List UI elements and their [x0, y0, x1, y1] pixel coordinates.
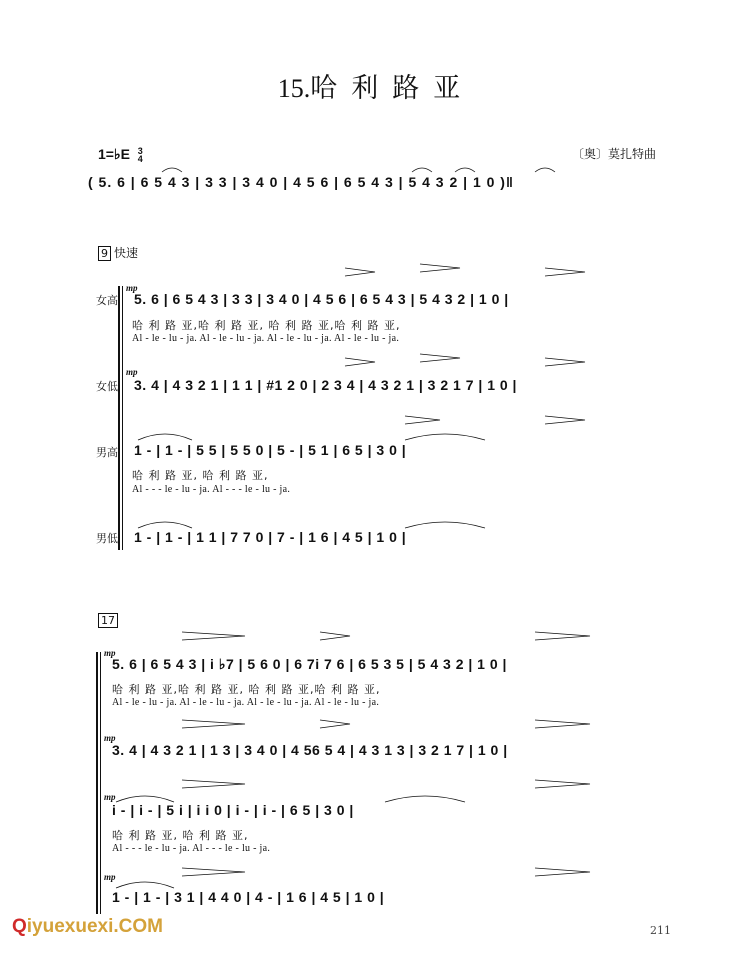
voice-label: 男低: [96, 532, 118, 545]
lyrics-chinese: 哈 利 路 亚,哈 利 路 亚, 哈 利 路 亚,哈 利 路 亚,: [132, 319, 401, 332]
slur-mark: [455, 168, 475, 172]
hairpin-mark: [405, 416, 440, 424]
watermark-rest: iyuexuexi.COM: [26, 916, 163, 937]
notes-line: i - | i - | 5 i | i i 0 | i - | i - | 6 5 | 3 0 |: [112, 802, 354, 818]
tie-mark: [385, 796, 465, 802]
title-text: 哈利路亚: [310, 73, 475, 104]
notes-line: 5. 6 | 6 5 4 3 | 3 3 | 3 4 0 | 4 5 6 | 6 5 4 3 | 5 4 3 2 | 1 0 |: [134, 291, 509, 307]
hairpin-mark: [345, 268, 375, 276]
hairpin-mark: [182, 780, 245, 788]
time-signature-top: 3: [137, 146, 143, 157]
hairpin-mark: [320, 632, 350, 640]
slur-mark: [412, 168, 432, 172]
tie-mark: [138, 522, 192, 528]
watermark-lead: Q: [12, 916, 27, 937]
hairpin-mark: [320, 720, 350, 728]
hairpin-mark: [545, 416, 585, 424]
voice-label: 女低: [96, 380, 118, 393]
hairpin-mark: [545, 268, 585, 276]
notes-line: 5. 6 | 6 5 4 3 | i ♭7 | 5 6 0 | 6 7i 7 6 | 6 5 3 5 | 5 4 3 2 | 1 0 |: [112, 656, 507, 672]
time-signature-bottom: 4: [137, 154, 143, 165]
lyrics-english: Al - le - lu - ja. Al - le - lu - ja. Al - le - lu - ja. Al - le - lu - ja.: [132, 333, 400, 344]
key-signature-text: 1=♭E: [98, 146, 130, 162]
dynamic-mark: mp: [126, 283, 138, 293]
lyrics-english: Al - - - le - lu - ja. Al - - - le - lu - ja.: [112, 843, 271, 854]
intro-line: ( 5. 6 | 6 5 4 3 | 3 3 | 3 4 0 | 4 5 6 | 6 5 4 3 | 5 4 3 2 | 1 0 )‖: [88, 174, 514, 190]
hairpin-mark: [420, 354, 460, 362]
hairpin-mark: [182, 720, 245, 728]
dynamic-mark: mp: [104, 872, 116, 882]
tie-mark: [405, 434, 485, 440]
rehearsal-number: 17: [98, 613, 118, 628]
notes-line: 1 - | 1 - | 3 1 | 4 4 0 | 4 - | 1 6 | 4 5 | 1 0 |: [112, 889, 385, 905]
tie-mark: [116, 796, 174, 802]
dynamic-mark: mp: [104, 792, 116, 802]
tie-mark: [116, 882, 174, 888]
voice-label: 女高: [96, 294, 118, 307]
lyrics-english: Al - le - lu - ja. Al - le - lu - ja. Al - le - lu - ja. Al - le - lu - ja.: [112, 697, 380, 708]
hairpin-mark: [535, 868, 590, 876]
tie-mark: [138, 434, 192, 440]
lyrics-chinese: 哈 利 路 亚, 哈 利 路 亚,: [132, 469, 269, 482]
hairpin-mark: [545, 358, 585, 366]
lyrics-english: Al - - - le - lu - ja. Al - - - le - lu - ja.: [132, 484, 291, 495]
hairpin-mark: [420, 264, 460, 272]
dynamic-mark: mp: [126, 367, 138, 377]
rehearsal-number: 9: [98, 246, 111, 261]
hairpin-mark: [182, 632, 245, 640]
hairpin-mark: [182, 868, 245, 876]
hairpin-mark: [535, 720, 590, 728]
voice-label: 男高: [96, 446, 118, 459]
dynamic-mark: mp: [104, 733, 116, 743]
hairpin-mark: [345, 358, 375, 366]
slur-mark: [535, 168, 555, 172]
title-number: 15.: [277, 74, 311, 103]
notes-line: 3. 4 | 4 3 2 1 | 1 3 | 3 4 0 | 4 56 5 4 | 4 3 1 3 | 3 2 1 7 | 1 0 |: [112, 742, 508, 758]
lyrics-chinese: 哈 利 路 亚, 哈 利 路 亚,: [112, 829, 249, 842]
watermark-logo: [12, 916, 163, 938]
notes-line: 3. 4 | 4 3 2 1 | 1 1 | #1 2 0 | 2 3 4 | 4 3 2 1 | 3 2 1 7 | 1 0 |: [134, 377, 517, 393]
composer: 〔奥〕莫扎特曲: [572, 147, 657, 161]
lyrics-chinese: 哈 利 路 亚,哈 利 路 亚, 哈 利 路 亚,哈 利 路 亚,: [112, 683, 381, 696]
page-number: 211: [650, 924, 671, 937]
notes-line: 1 - | 1 - | 1 1 | 7 7 0 | 7 - | 1 6 | 4 5 | 1 0 |: [134, 529, 407, 545]
hairpin-mark: [535, 780, 590, 788]
dynamic-mark: mp: [104, 648, 116, 658]
hairpin-mark: [535, 632, 590, 640]
tie-mark: [405, 522, 485, 528]
notes-line: 1 - | 1 - | 5 5 | 5 5 0 | 5 - | 5 1 | 6 5 | 3 0 |: [134, 442, 407, 458]
slur-mark: [162, 168, 182, 172]
tempo-marking: 快速: [114, 246, 139, 260]
